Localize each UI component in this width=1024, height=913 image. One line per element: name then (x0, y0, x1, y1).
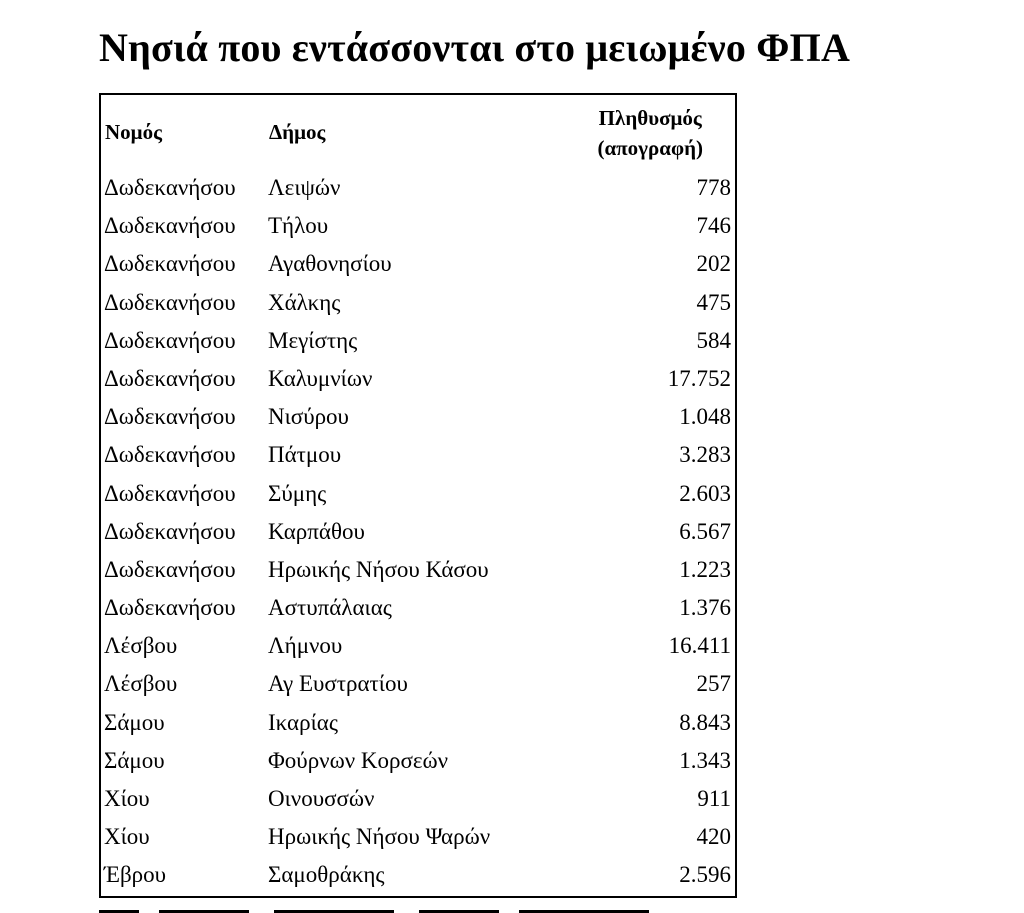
cell-dimos: Χάλκης (268, 289, 341, 315)
cell-population: 257 (696, 671, 731, 697)
cell-population: 420 (696, 824, 731, 850)
cell-dimos: Μεγίστης (268, 327, 358, 353)
cell-nomos: Δωδεκανήσου (104, 480, 236, 506)
table-row (101, 704, 735, 742)
table-row (101, 284, 735, 322)
table-body (101, 169, 735, 895)
cell-nomos: Σάμου (104, 709, 165, 735)
cell-population: 202 (696, 251, 731, 277)
table-row (101, 207, 735, 245)
cell-population: 1.343 (679, 747, 731, 773)
cut-off-text-line (99, 906, 659, 913)
cell-population: 1.223 (679, 556, 731, 582)
cell-nomos: Σάμου (104, 747, 165, 773)
cell-population: 6.567 (679, 518, 731, 544)
table-row (101, 322, 735, 360)
cell-dimos: Καλυμνίων (268, 365, 373, 391)
cell-nomos: Λέσβου (104, 633, 178, 659)
cell-dimos: Αστυπάλαιας (268, 595, 392, 621)
cell-population: 584 (696, 327, 731, 353)
cell-dimos: Αγ Ευστρατίου (268, 671, 408, 697)
cell-population: 778 (696, 175, 731, 200)
cell-population: 746 (696, 213, 731, 239)
cell-dimos: Ηρωικής Νήσου Κάσου (268, 556, 489, 582)
cell-dimos: Σαμοθράκης (268, 862, 385, 888)
cell-nomos: Χίου (104, 824, 150, 850)
cell-dimos: Ικαρίας (268, 709, 338, 735)
cell-dimos: Οινουσσών (268, 786, 375, 811)
header-nomos: Νομός (105, 120, 162, 144)
cell-nomos: Δωδεκανήσου (104, 442, 236, 468)
cell-dimos: Φούρνων Κορσεών (268, 747, 449, 773)
cell-population: 3.283 (679, 442, 731, 468)
cell-dimos: Λειψών (268, 175, 341, 200)
cell-nomos: Δωδεκανήσου (104, 518, 236, 544)
cell-dimos: Λήμνου (268, 633, 343, 659)
table-row (101, 360, 735, 398)
cell-population: 1.048 (679, 404, 731, 430)
cell-dimos: Νισύρου (268, 404, 349, 430)
cell-nomos: Δωδεκανήσου (104, 365, 236, 391)
table-row (101, 551, 735, 589)
cell-nomos: Έβρου (104, 862, 167, 888)
table-row (101, 169, 735, 207)
table-row (101, 780, 735, 818)
cell-nomos: Δωδεκανήσου (104, 556, 236, 582)
cell-dimos: Αγαθονησίου (268, 251, 392, 277)
cell-nomos: Δωδεκανήσου (104, 289, 236, 315)
cell-dimos: Πάτμου (268, 442, 342, 468)
table-row (101, 475, 735, 513)
cell-population: 17.752 (667, 365, 731, 391)
cell-dimos: Τήλου (268, 213, 329, 239)
cell-population: 911 (697, 786, 731, 811)
cell-nomos: Δωδεκανήσου (104, 213, 236, 239)
table-row (101, 245, 735, 283)
cell-population: 8.843 (679, 709, 731, 735)
cell-population: 1.376 (679, 595, 731, 621)
cell-population: 16.411 (668, 633, 731, 659)
islands-table (99, 93, 737, 898)
cell-nomos: Χίου (104, 786, 150, 811)
header-population-line1: Πληθυσμός (598, 106, 702, 130)
table-row (101, 513, 735, 551)
table-row (101, 818, 735, 856)
cell-population: 2.596 (679, 862, 731, 888)
cell-nomos: Δωδεκανήσου (104, 251, 236, 277)
cell-nomos: Δωδεκανήσου (104, 327, 236, 353)
cell-dimos: Σύμης (268, 480, 327, 506)
cell-nomos: Δωδεκανήσου (104, 404, 236, 430)
header-population (597, 103, 703, 163)
table-header (101, 95, 735, 169)
cell-nomos: Λέσβου (104, 671, 178, 697)
table-row (101, 398, 735, 436)
cell-nomos: Δωδεκανήσου (104, 595, 236, 621)
cell-dimos: Καρπάθου (268, 518, 365, 544)
cell-population: 475 (696, 289, 731, 315)
header-population-line2: (απογραφή) (597, 136, 703, 160)
table-row (101, 665, 735, 703)
table-row (101, 856, 735, 894)
cell-nomos: Δωδεκανήσου (104, 175, 236, 200)
page-title: Νησιά που εντάσσονται στο μειωμένο ΦΠΑ (99, 25, 851, 70)
table-row (101, 589, 735, 627)
table-row (101, 627, 735, 665)
table-row (101, 436, 735, 474)
header-dimos: Δήμος (269, 120, 326, 144)
cell-dimos: Ηρωικής Νήσου Ψαρών (268, 824, 491, 850)
cell-population: 2.603 (679, 480, 731, 506)
table-row (101, 742, 735, 780)
